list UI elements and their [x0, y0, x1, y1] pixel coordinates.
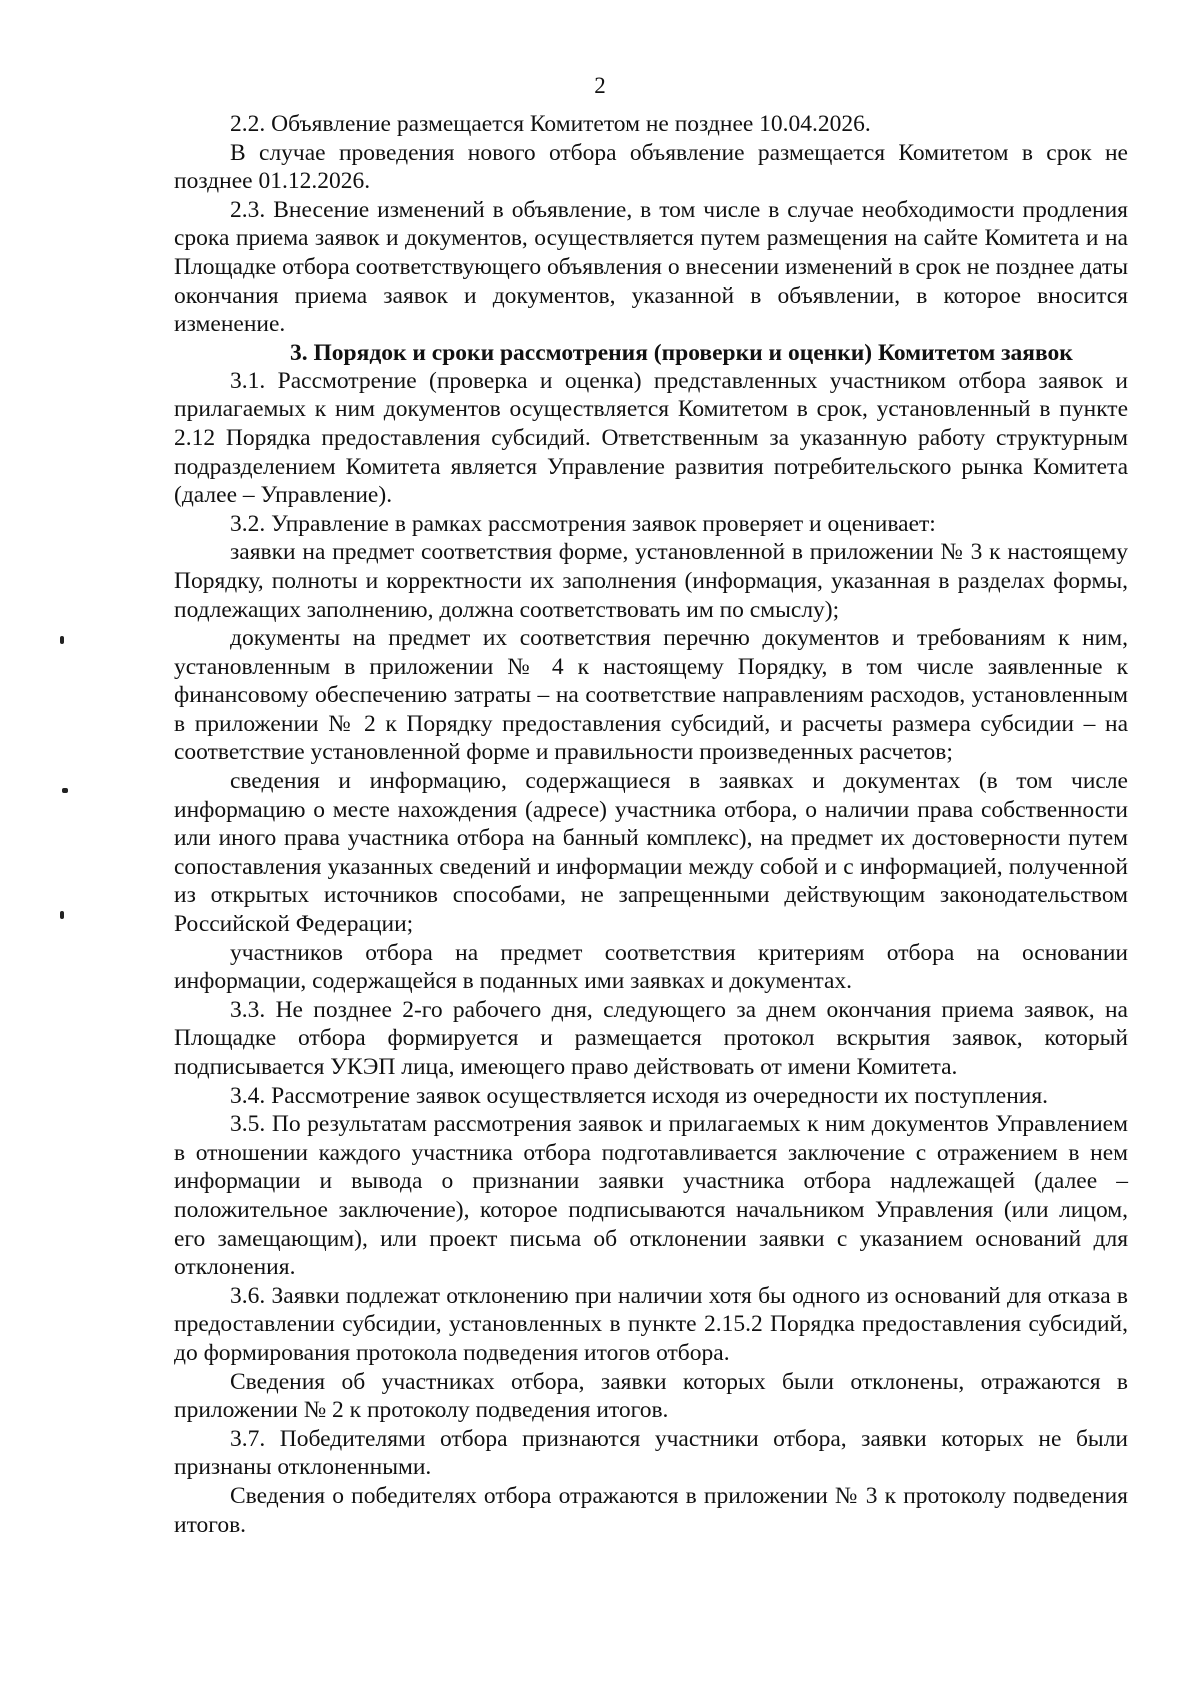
- paragraph-3-2: 3.2. Управление в рамках рассмотрения заявок проверяет и оценивает:: [230, 510, 936, 537]
- scan-artifact-mark: [60, 636, 64, 644]
- scan-artifact-mark: [62, 788, 68, 793]
- section-3-heading: 3. Порядок и сроки рассмотрения (проверки и оценки) Комитетом заявок: [290, 339, 1073, 366]
- paragraph-3-4: 3.4. Рассмотрение заявок осуществляется исходя из очередности их поступления.: [230, 1082, 1049, 1109]
- scan-artifact-mark: [60, 911, 64, 919]
- paragraph-3-2-documents: документы на предмет их соответствия перечню документов и требованиям к ним, установленным в приложении № 4 к настоящему Порядку, в том числе заявленные к финансовому обеспечению затраты – на соответствие направлениям расходов, установленным в приложении № 2 к Порядку предоставления субсидий, и расчеты размера субсидии – на соответствие установленной форме и правильности произведенных расчетов;: [174, 625, 1128, 766]
- paragraph-2-2: 2.2. Объявление размещается Комитетом не позднее 10.04.2026.: [230, 111, 871, 137]
- paragraph-3-2-participants: участников отбора на предмет соответствия критериям отбора на основании информации, содержащейся в поданных ими заявках и документах.: [174, 939, 1128, 995]
- paragraph-3-6: 3.6. Заявки подлежат отклонению при наличии хотя бы одного из оснований для отказа в предоставлении субсидии, установленных в пункте 2.15.2 Порядка предоставления субсидий, до формирования протокола подведения итогов отбора.: [174, 1282, 1128, 1366]
- document-body: [174, 110, 1128, 1539]
- paragraph-3-1: 3.1. Рассмотрение (проверка и оценка) представленных участником отбора заявок и прилагаемых к ним документов осуществляется Комитетом в срок, установленный в пункте 2.12 Порядка предоставления субсидий. Ответственным за указанную работу структурным подразделением Комитета является Управление развития потребительского рынка Комитета (далее – Управление).: [174, 367, 1128, 509]
- paragraph-2-2-continued: В случае проведения нового отбора объявление размещается Комитетом в срок не позднее 01.12.2026.: [174, 139, 1128, 195]
- paragraph-3-6-continued: Сведения об участниках отбора, заявки которых были отклонены, отражаются в приложении № 2 к протоколу подведения итогов.: [174, 1368, 1128, 1424]
- paragraph-3-5: 3.5. По результатам рассмотрения заявок и прилагаемых к ним документов Управлением в отношении каждого участника отбора подготавливается заключение с отражением в нем информации и вывода о признании заявки участника отбора надлежащей (далее – положительное заключение), которое подписываются начальником Управления (или лицом, его замещающим), или проект письма об отклонении заявки с указанием оснований для отклонения.: [174, 1111, 1128, 1281]
- paragraph-3-7-continued: Сведения о победителях отбора отражаются в приложении № 3 к протоколу подведения итогов.: [174, 1482, 1128, 1538]
- paragraph-3-3: 3.3. Не позднее 2-го рабочего дня, следующего за днем окончания приема заявок, на Площадке отбора формируется и размещается протокол вскрытия заявок, который подписывается УКЭП лица, имеющего право действовать от имени Комитета.: [174, 996, 1128, 1080]
- paragraph-3-7: 3.7. Победителями отбора признаются участники отбора, заявки которых не были признаны отклоненными.: [174, 1425, 1128, 1481]
- paragraph-3-2-applications: заявки на предмет соответствия форме, установленной в приложении № 3 к настоящему Порядку, полноты и корректности их заполнения (информация, указанная в разделах формы, подлежащих заполнению, должна соответствовать им по смыслу);: [174, 539, 1128, 623]
- page-number: 2: [594, 73, 606, 98]
- paragraph-3-2-information: сведения и информацию, содержащиеся в заявках и документах (в том числе информацию о месте нахождения (адресе) участника отбора, о наличии права собственности или иного права участника отбора на банный комплекс), на предмет их достоверности путем сопоставления указанных сведений и информации между собой и с информацией, полученной из открытых источников способами, не запрещенными действующим законодательством Российской Федерации;: [174, 768, 1128, 938]
- paragraph-2-3: 2.3. Внесение изменений в объявление, в том числе в случае необходимости продления срока приема заявок и документов, осуществляется путем размещения на сайте Комитета и на Площадке отбора соответствующего объявления о внесении изменений в срок не позднее даты окончания приема заявок и документов, указанной в объявлении, в которое вносится изменение.: [174, 196, 1128, 338]
